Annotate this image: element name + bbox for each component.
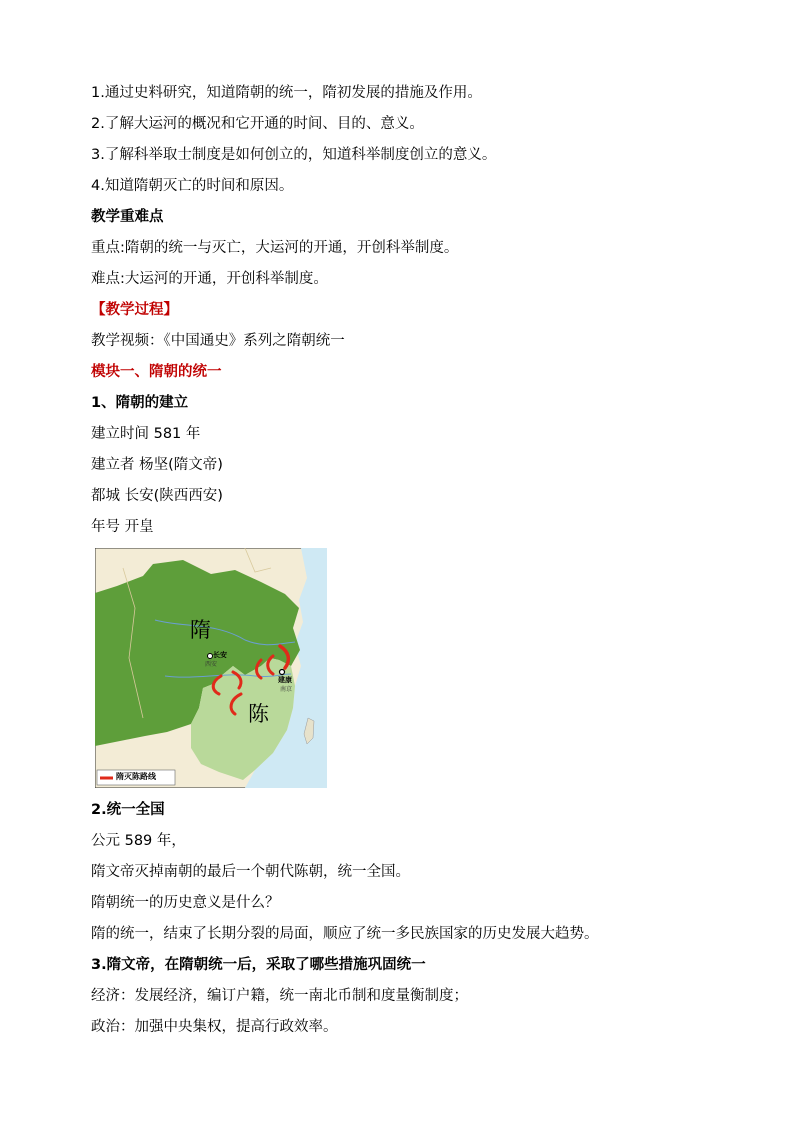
section2-heading: 2.统一全国 (91, 802, 165, 818)
section2-line-1: 公元 589 年， (91, 833, 186, 849)
key-points-heading: 教学重难点 (91, 209, 164, 225)
section3-line-2: 政治：加强中央集权，提高行政效率。 (91, 1019, 338, 1035)
objective-4: 4.知道隋朝灭亡的时间和原因。 (91, 178, 294, 194)
section2-line-4: 隋的统一，结束了长期分裂的局面，顺应了统一多民族国家的历史发展大趋势。 (91, 926, 599, 942)
process-heading: 【教学过程】 (91, 302, 178, 318)
map-legend-label: 隋灭陈路线 (116, 772, 156, 781)
section3-line-1: 经济：发展经济，编订户籍，统一南北币制和度量衡制度； (91, 988, 468, 1004)
map-label-xian: 西安 (205, 661, 218, 668)
objective-2: 2.了解大运河的概况和它开通的时间、目的、意义。 (91, 116, 424, 132)
map-label-changan: 长安 (213, 651, 227, 659)
map-label-jiankang: 建康 (278, 676, 292, 684)
section1-line-1: 建立时间 581 年 (91, 426, 201, 442)
map-label-chen: 陈 (248, 702, 269, 726)
map-label-sui: 隋 (190, 618, 211, 642)
section1-heading: 1、隋朝的建立 (91, 395, 189, 411)
section3-heading: 3.隋文帝，在隋朝统一后，采取了哪些措施巩固统一 (91, 957, 426, 973)
section1-line-3: 都城 长安(陕西西安) (91, 488, 223, 504)
section1-line-2: 建立者 杨坚(隋文帝) (91, 457, 223, 473)
module1-heading: 模块一、隋朝的统一 (91, 364, 222, 380)
section1-line-4: 年号 开皇 (91, 519, 154, 535)
objective-1: 1.通过史料研究，知道隋朝的统一，隋初发展的措施及作用。 (91, 85, 482, 101)
key-points-focus: 重点:隋朝的统一与灭亡，大运河的开通，开创科举制度。 (91, 240, 459, 256)
map-label-nanjing: 南京 (280, 686, 293, 693)
section2-line-3: 隋朝统一的历史意义是什么？ (91, 895, 280, 911)
key-points-difficulty: 难点:大运河的开通，开创科举制度。 (91, 271, 328, 287)
process-video: 教学视频：《中国通史》系列之隋朝统一 (91, 333, 345, 349)
objective-3: 3.了解科举取士制度是如何创立的，知道科举制度创立的意义。 (91, 147, 497, 163)
section2-line-2: 隋文帝灭掉南朝的最后一个朝代陈朝，统一全国。 (91, 864, 410, 880)
